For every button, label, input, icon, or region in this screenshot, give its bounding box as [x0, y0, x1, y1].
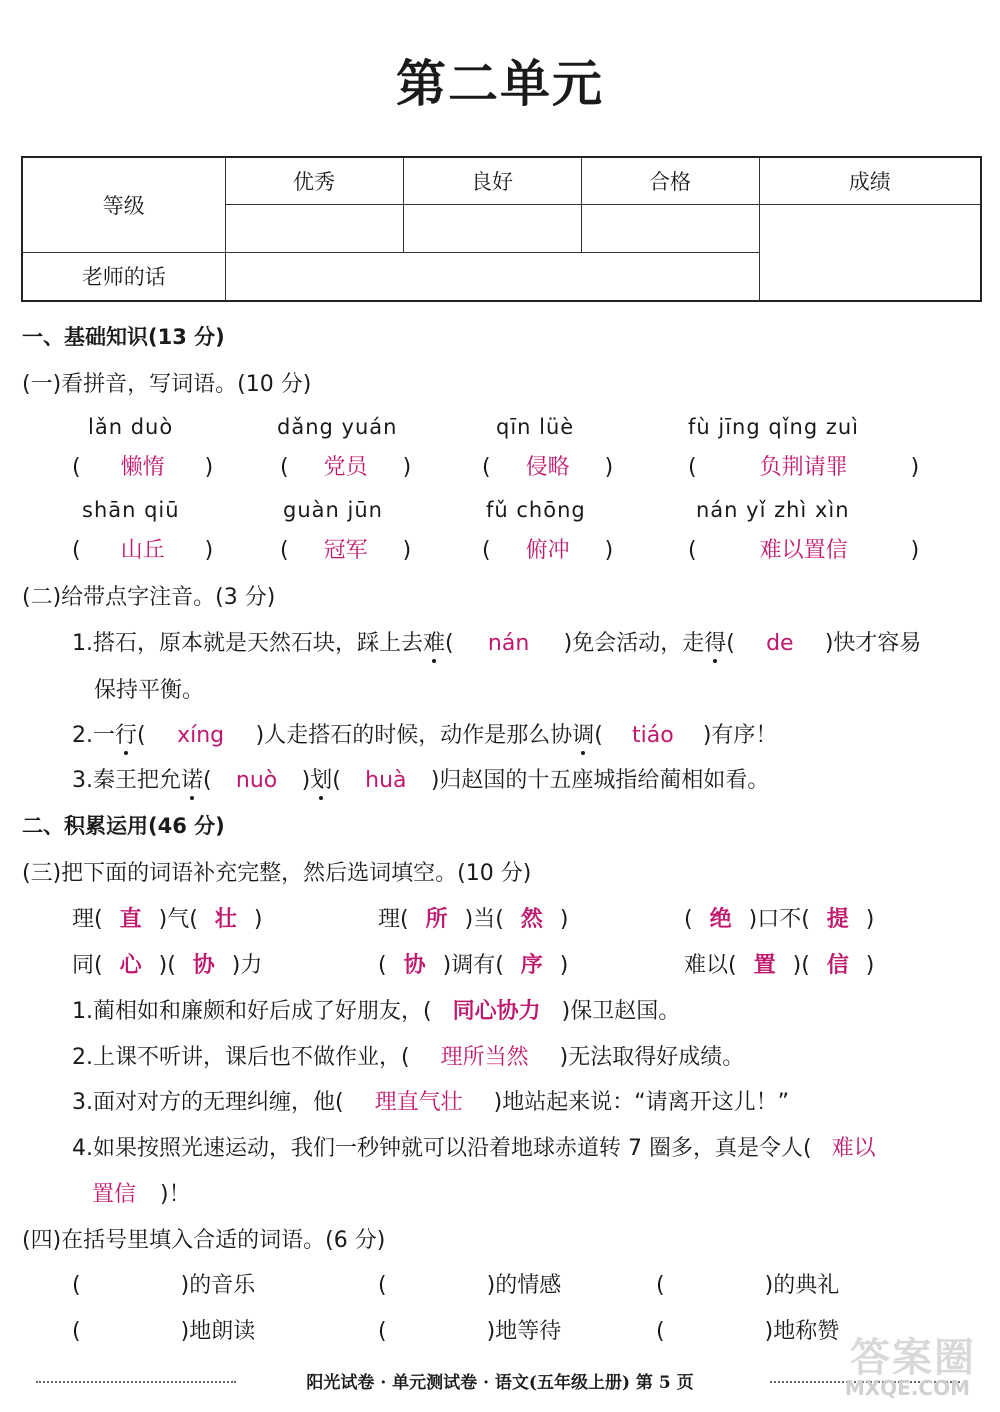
pinyin-7: fǔ chōng	[486, 498, 586, 522]
teacher-label: 老师的话	[22, 252, 225, 301]
q2-sentence-2: 2.一行( xíng )人走搭石的时候，动作是那么协调( tiáo )有序！	[72, 723, 778, 748]
dotted-char: 调	[572, 723, 595, 748]
pinyin-3: qīn lüè	[496, 415, 575, 439]
idiom-5: ( 协 )调有( 序 )	[378, 953, 569, 978]
q2-sentence-1: 1.搭石，原本就是天然石块，踩上去难( nán )免会活动，走得( de )快才容易	[72, 631, 922, 656]
answer-6: 冠军	[323, 538, 368, 563]
answer-box-7: ( 俯冲 )	[482, 533, 613, 564]
answer-box-5: ( 山丘 )	[72, 533, 213, 564]
q4-item-5: ( )地等待	[378, 1319, 562, 1344]
dotted-char: 得	[704, 631, 727, 656]
answer-8: 难以置信	[759, 538, 848, 563]
score-label: 成绩	[759, 157, 981, 204]
page-footer: 阳光试卷 · 单元测试卷 · 语文(五年级上册) 第 5 页	[306, 1373, 694, 1393]
part1-heading: 一、基础知识(13 分)	[22, 325, 225, 349]
q2-heading: (二)给带点字注音。(3 分)	[22, 585, 276, 610]
q2-answer-3: xíng	[177, 723, 225, 748]
q2-answer-6: huà	[365, 768, 407, 793]
grade-cell-pass	[581, 204, 759, 252]
q2-sentence-3: 3.秦王把允诺( nuò )划( huà )归赵国的十五座城指给蔺相如看。	[72, 768, 770, 793]
part2-heading: 二、积累运用(46 分)	[22, 814, 225, 838]
grade-cell-excellent	[225, 204, 403, 252]
q4-item-1: ( )的音乐	[72, 1273, 256, 1298]
idiom-3: ( 绝 )口不( 提 )	[684, 907, 875, 932]
pinyin-8: nán yǐ zhì xìn	[696, 498, 850, 522]
answer-box-8: ( 难以置信 )	[688, 533, 919, 564]
pinyin-4: fù jīng qǐng zuì	[688, 415, 860, 439]
pinyin-5: shān qiū	[82, 498, 180, 522]
answer-1: 懒惰	[120, 455, 165, 480]
answer-7: 俯冲	[525, 538, 570, 563]
grade-label: 等级	[22, 157, 225, 252]
watermark-logo: 答案圈	[850, 1335, 976, 1381]
q4-heading: (四)在括号里填入合适的词语。(6 分)	[22, 1228, 386, 1253]
q2-answer-2: de	[766, 631, 794, 656]
level-excellent: 优秀	[225, 157, 403, 204]
q3-sentence-4-cont: 置信 )！	[92, 1182, 191, 1207]
q4-item-3: ( )的典礼	[656, 1273, 840, 1298]
pinyin-2: dǎng yuán	[277, 415, 398, 439]
level-pass: 合格	[581, 157, 759, 204]
answer-4: 负荆请罪	[759, 455, 848, 480]
q3-sentence-1: 1.蔺相如和廉颇和好后成了好朋友，( 同心协力 )保卫赵国。	[72, 999, 681, 1024]
pinyin-6: guàn jūn	[283, 498, 383, 522]
idiom-4: 同( 心 )( 协 )力	[72, 953, 263, 978]
watermark-url: MXQE.COM	[844, 1376, 970, 1400]
q3-sentence-3: 3.面对对方的无理纠缠，他( 理直气壮 )地站起来说：“请离开这儿！”	[72, 1090, 789, 1115]
answer-3: 侵略	[525, 455, 570, 480]
dotted-char: 划	[310, 768, 333, 793]
q2-answer-1: nán	[487, 631, 530, 656]
grade-table	[21, 156, 982, 302]
idiom-6: 难以( 置 )( 信 )	[684, 953, 875, 978]
q2-answer-5: nuò	[235, 768, 278, 793]
q4-item-6: ( )地称赞	[656, 1319, 840, 1344]
answer-5: 山丘	[120, 538, 165, 563]
answer-box-1: ( 懒惰 )	[72, 450, 213, 481]
answer-box-4: ( 负荆请罪 )	[688, 450, 919, 481]
q3-sentence-4: 4.如果按照光速运动，我们一秒钟就可以沿着地球赤道转 7 圈多，真是令人( 难以	[72, 1136, 876, 1161]
q2-answer-4: tiáo	[631, 723, 674, 748]
q3-sentence-2: 2.上课不听讲，课后也不做作业，( 理所当然 )无法取得好成绩。	[72, 1045, 745, 1070]
q3-heading: (三)把下面的词语补充完整，然后选词填空。(10 分)	[22, 861, 532, 886]
q2-sentence-1-cont: 保持平衡。	[94, 678, 205, 703]
answer-box-6: ( 冠军 )	[280, 533, 411, 564]
answer-box-2: ( 党员 )	[280, 450, 411, 481]
idiom-1: 理( 直 )气( 壮 )	[72, 907, 263, 932]
score-cell	[759, 204, 981, 301]
answer-2: 党员	[323, 455, 368, 480]
q4-item-2: ( )的情感	[378, 1273, 562, 1298]
pinyin-1: lǎn duò	[88, 415, 174, 439]
dotted-char: 诺	[181, 768, 204, 793]
dotted-char: 行	[115, 723, 138, 748]
dotted-char: 难	[423, 631, 446, 656]
q1-heading: (一)看拼音，写词语。(10 分)	[22, 372, 312, 397]
level-good: 良好	[403, 157, 581, 204]
q4-item-4: ( )地朗读	[72, 1319, 256, 1344]
page-title: 第二单元	[396, 54, 604, 113]
grade-cell-good	[403, 204, 581, 252]
answer-box-3: ( 侵略 )	[482, 450, 613, 481]
teacher-comment-cell	[225, 252, 759, 301]
idiom-2: 理( 所 )当( 然 )	[378, 907, 569, 932]
